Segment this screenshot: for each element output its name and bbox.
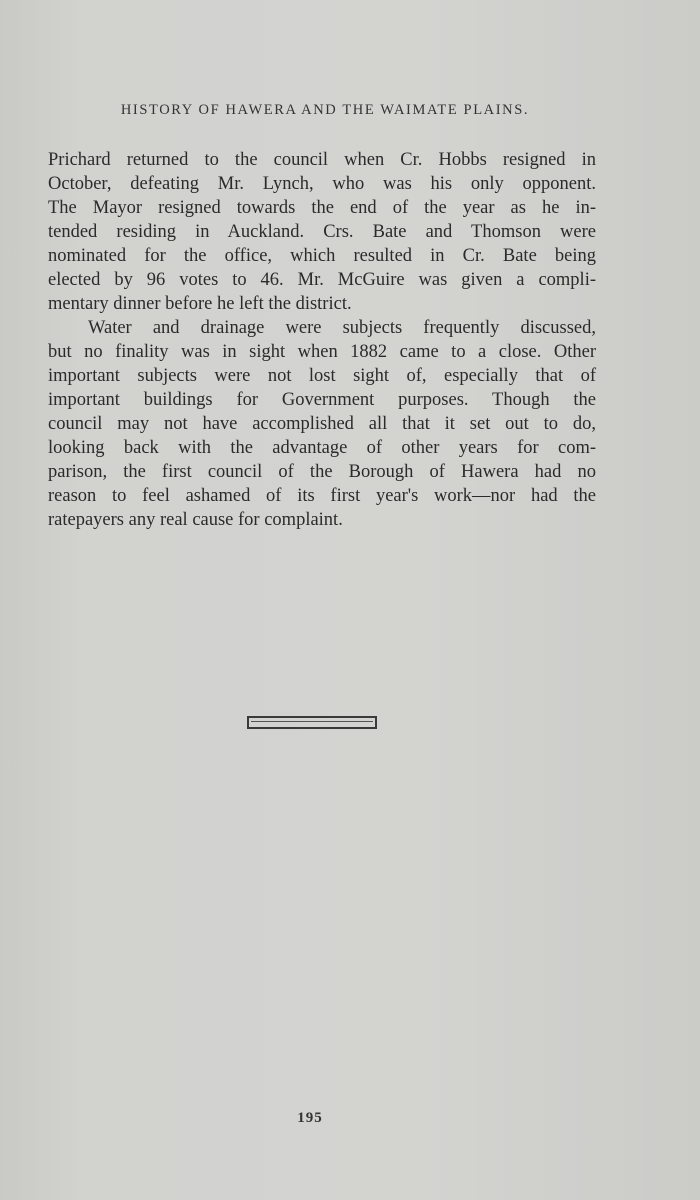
running-head: HISTORY OF HAWERA AND THE WAIMATE PLAINS. <box>120 102 530 118</box>
text-line: nominated for the office, which resulted in Cr. Bate being <box>48 246 596 266</box>
text-line: tended residing in Auckland. Crs. Bate and Thomson were <box>48 222 596 242</box>
text-line: important subjects were not lost sight of, especially that of <box>48 366 596 386</box>
text-line: reason to feel ashamed of its first year's work—nor had the <box>48 486 596 506</box>
text-line: October, defeating Mr. Lynch, who was his only opponent. <box>48 174 596 194</box>
text-line: important buildings for Government purposes. Though the <box>48 390 596 410</box>
text-line: Prichard returned to the council when Cr. Hobbs resigned in <box>48 150 596 170</box>
body-text <box>48 148 596 532</box>
text-line: but no finality was in sight when 1882 came to a close. Other <box>48 342 596 362</box>
text-line: looking back with the advantage of other years for com- <box>48 438 596 458</box>
text-line: parison, the first council of the Borough of Hawera had no <box>48 462 596 482</box>
text-line: ratepayers any real cause for complaint. <box>48 510 343 530</box>
text-line: Water and drainage were subjects frequently discussed, <box>88 318 596 338</box>
section-end-ornament <box>247 716 377 729</box>
text-line: council may not have accomplished all that it set out to do, <box>48 414 596 434</box>
text-line: elected by 96 votes to 46. Mr. McGuire was given a compli- <box>48 270 596 290</box>
text-line: The Mayor resigned towards the end of the year as he in- <box>48 198 596 218</box>
text-line: mentary dinner before he left the district. <box>48 294 352 314</box>
paragraph-2 <box>48 316 596 532</box>
page-number: 195 <box>297 1110 323 1126</box>
paragraph-1 <box>48 148 596 316</box>
